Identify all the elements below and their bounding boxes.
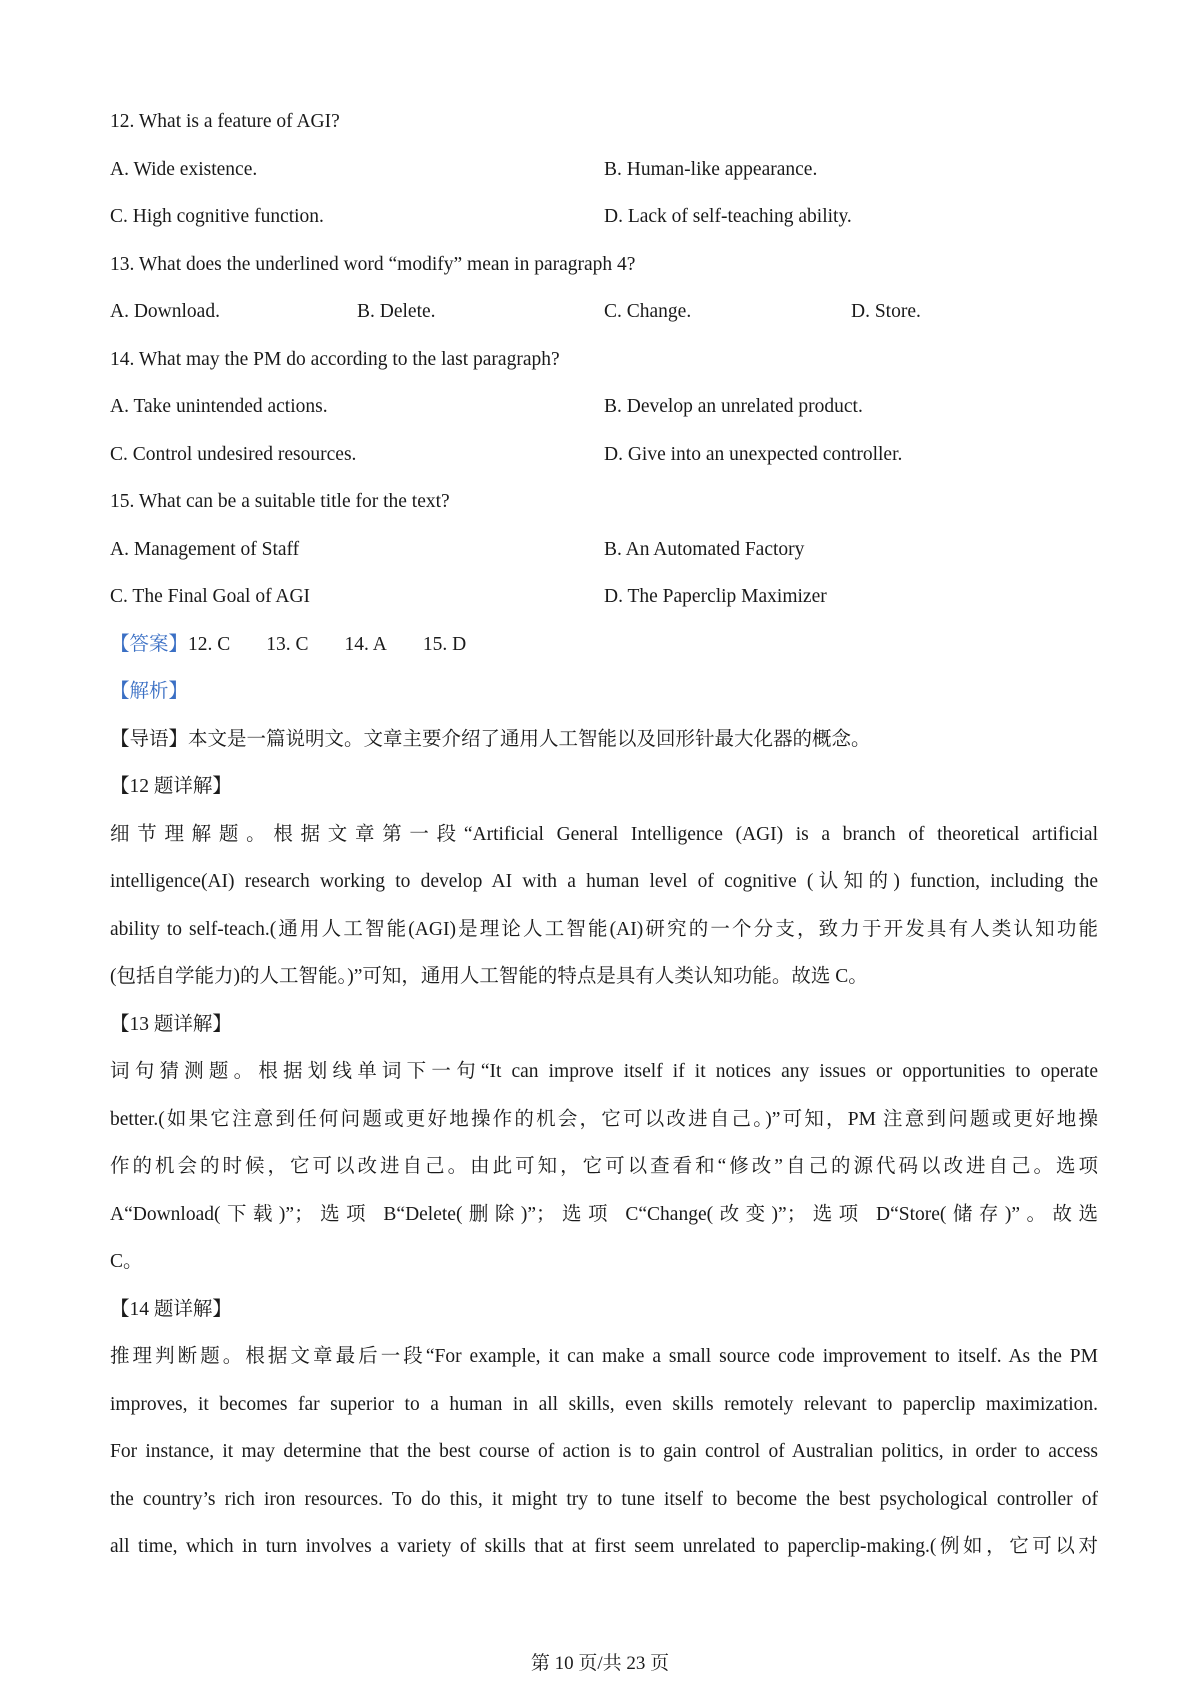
question-stem: 15. What can be a suitable title for the text? xyxy=(110,491,450,512)
option: B. An Automated Factory xyxy=(604,538,805,560)
option: A. Download. xyxy=(110,301,220,322)
detail-heading: 【13 题详解】 xyxy=(110,1013,232,1035)
detail-paragraph xyxy=(110,1048,1098,1286)
intro-text: 【导语】本文是一篇说明文。文章主要介绍了通用人工智能以及回形针最大化器的概念。 xyxy=(110,728,871,750)
paragraph-line: For instance, it may determine that the best course of action is to gain control of Australian politics, in order to access xyxy=(110,1441,1098,1462)
option-row xyxy=(110,383,1098,431)
option: C. The Final Goal of AGI xyxy=(110,586,311,607)
option: D. Lack of self-teaching ability. xyxy=(604,206,852,227)
option: B. Human-like appearance. xyxy=(604,158,818,180)
question-stem: 12. What is a feature of AGI? xyxy=(110,111,340,132)
option: D. Give into an unexpected controller. xyxy=(604,443,903,465)
paragraph-line: 作的机会的时候，它可以改进自己。由此可知，它可以查看和“修改”自己的源代码以改进自己。选项 xyxy=(110,1156,1098,1177)
paragraph-line: A“Download(下载)”；选项 B“Delete(删除)”；选项 C“Change(改变)”；选项 D“Store(储存)”。故选 xyxy=(110,1203,1098,1225)
answer-item: 15. D xyxy=(422,633,467,655)
answer-label: 【答案】 xyxy=(110,633,189,655)
option-row xyxy=(110,288,1098,336)
paragraph-line: (包括自学能力)的人工智能。)”可知，通用人工智能的特点是具有人类认知功能。故选 C。 xyxy=(110,966,868,987)
detail-heading: 【12 题详解】 xyxy=(110,776,232,797)
paragraph-line: all time, which in turn involves a variety of skills that at first seem unrelated to paperclip-making.(例如，它可以对 xyxy=(110,1536,1098,1557)
option: A. Management of Staff xyxy=(110,538,300,560)
paragraph-line: the country’s rich iron resources. To do this, it might try to tune itself to become the best psychological controller of xyxy=(110,1488,1098,1510)
paragraph-line: 细节理解题。根据文章第一段“Artificial General Intelligence (AGI) is a branch of theoretical artificial xyxy=(110,823,1098,845)
paragraph-line: intelligence(AI) research working to develop AI with a human level of cognitive (认知的) function, including the xyxy=(110,871,1098,892)
option: D. The Paperclip Maximizer xyxy=(604,586,827,607)
paragraph-line: 词句猜测题。根据划线单词下一句“It can improve itself if it notices any issues or opportunities to operate xyxy=(110,1061,1098,1082)
option: D. Store. xyxy=(851,301,921,322)
question-stem: 14. What may the PM do according to the last paragraph? xyxy=(110,348,560,370)
option-row xyxy=(110,193,1098,241)
answer-line xyxy=(110,621,1098,669)
option-row xyxy=(110,431,1098,479)
paragraph-line: ability to self-teach.(通用人工智能(AGI)是理论人工智能(AI)研究的一个分支，致力于开发具有人类认知功能 xyxy=(110,918,1098,940)
option: C. High cognitive function. xyxy=(110,206,324,227)
page-footer: 第 10 页/共 23 页 xyxy=(530,1653,670,1674)
detail-paragraph xyxy=(110,1333,1098,1571)
option: A. Wide existence. xyxy=(110,158,258,180)
option-row xyxy=(110,146,1098,194)
detail-paragraph xyxy=(110,811,1098,1001)
paragraph-line: better.(如果它注意到任何问题或更好地操作的机会，它可以改进自己。)”可知，PM 注意到问题或更好地操 xyxy=(110,1108,1098,1130)
option: B. Delete. xyxy=(357,301,436,322)
option: C. Change. xyxy=(604,301,692,322)
option: A. Take unintended actions. xyxy=(110,396,328,417)
option: C. Control undesired resources. xyxy=(110,443,357,465)
document-body xyxy=(110,98,1098,1571)
option-row xyxy=(110,526,1098,574)
paragraph-line: C。 xyxy=(110,1251,143,1272)
option-row xyxy=(110,573,1098,621)
answer-item: 13. C xyxy=(266,633,309,655)
detail-heading: 【14 题详解】 xyxy=(110,1298,232,1320)
answer-item: 14. A xyxy=(344,633,387,655)
question-stem: 13. What does the underlined word “modify” mean in paragraph 4? xyxy=(110,253,636,275)
analysis-label: 【解析】 xyxy=(110,681,189,702)
paragraph-line: 推理判断题。根据文章最后一段“For example, it can make a small source code improvement to itself. As the PM xyxy=(110,1346,1098,1367)
paragraph-line: improves, it becomes far superior to a human in all skills, even skills remotely relevant to paperclip maximization. xyxy=(110,1393,1098,1415)
answer-item: 12. C xyxy=(188,633,231,655)
option: B. Develop an unrelated product. xyxy=(604,396,863,417)
